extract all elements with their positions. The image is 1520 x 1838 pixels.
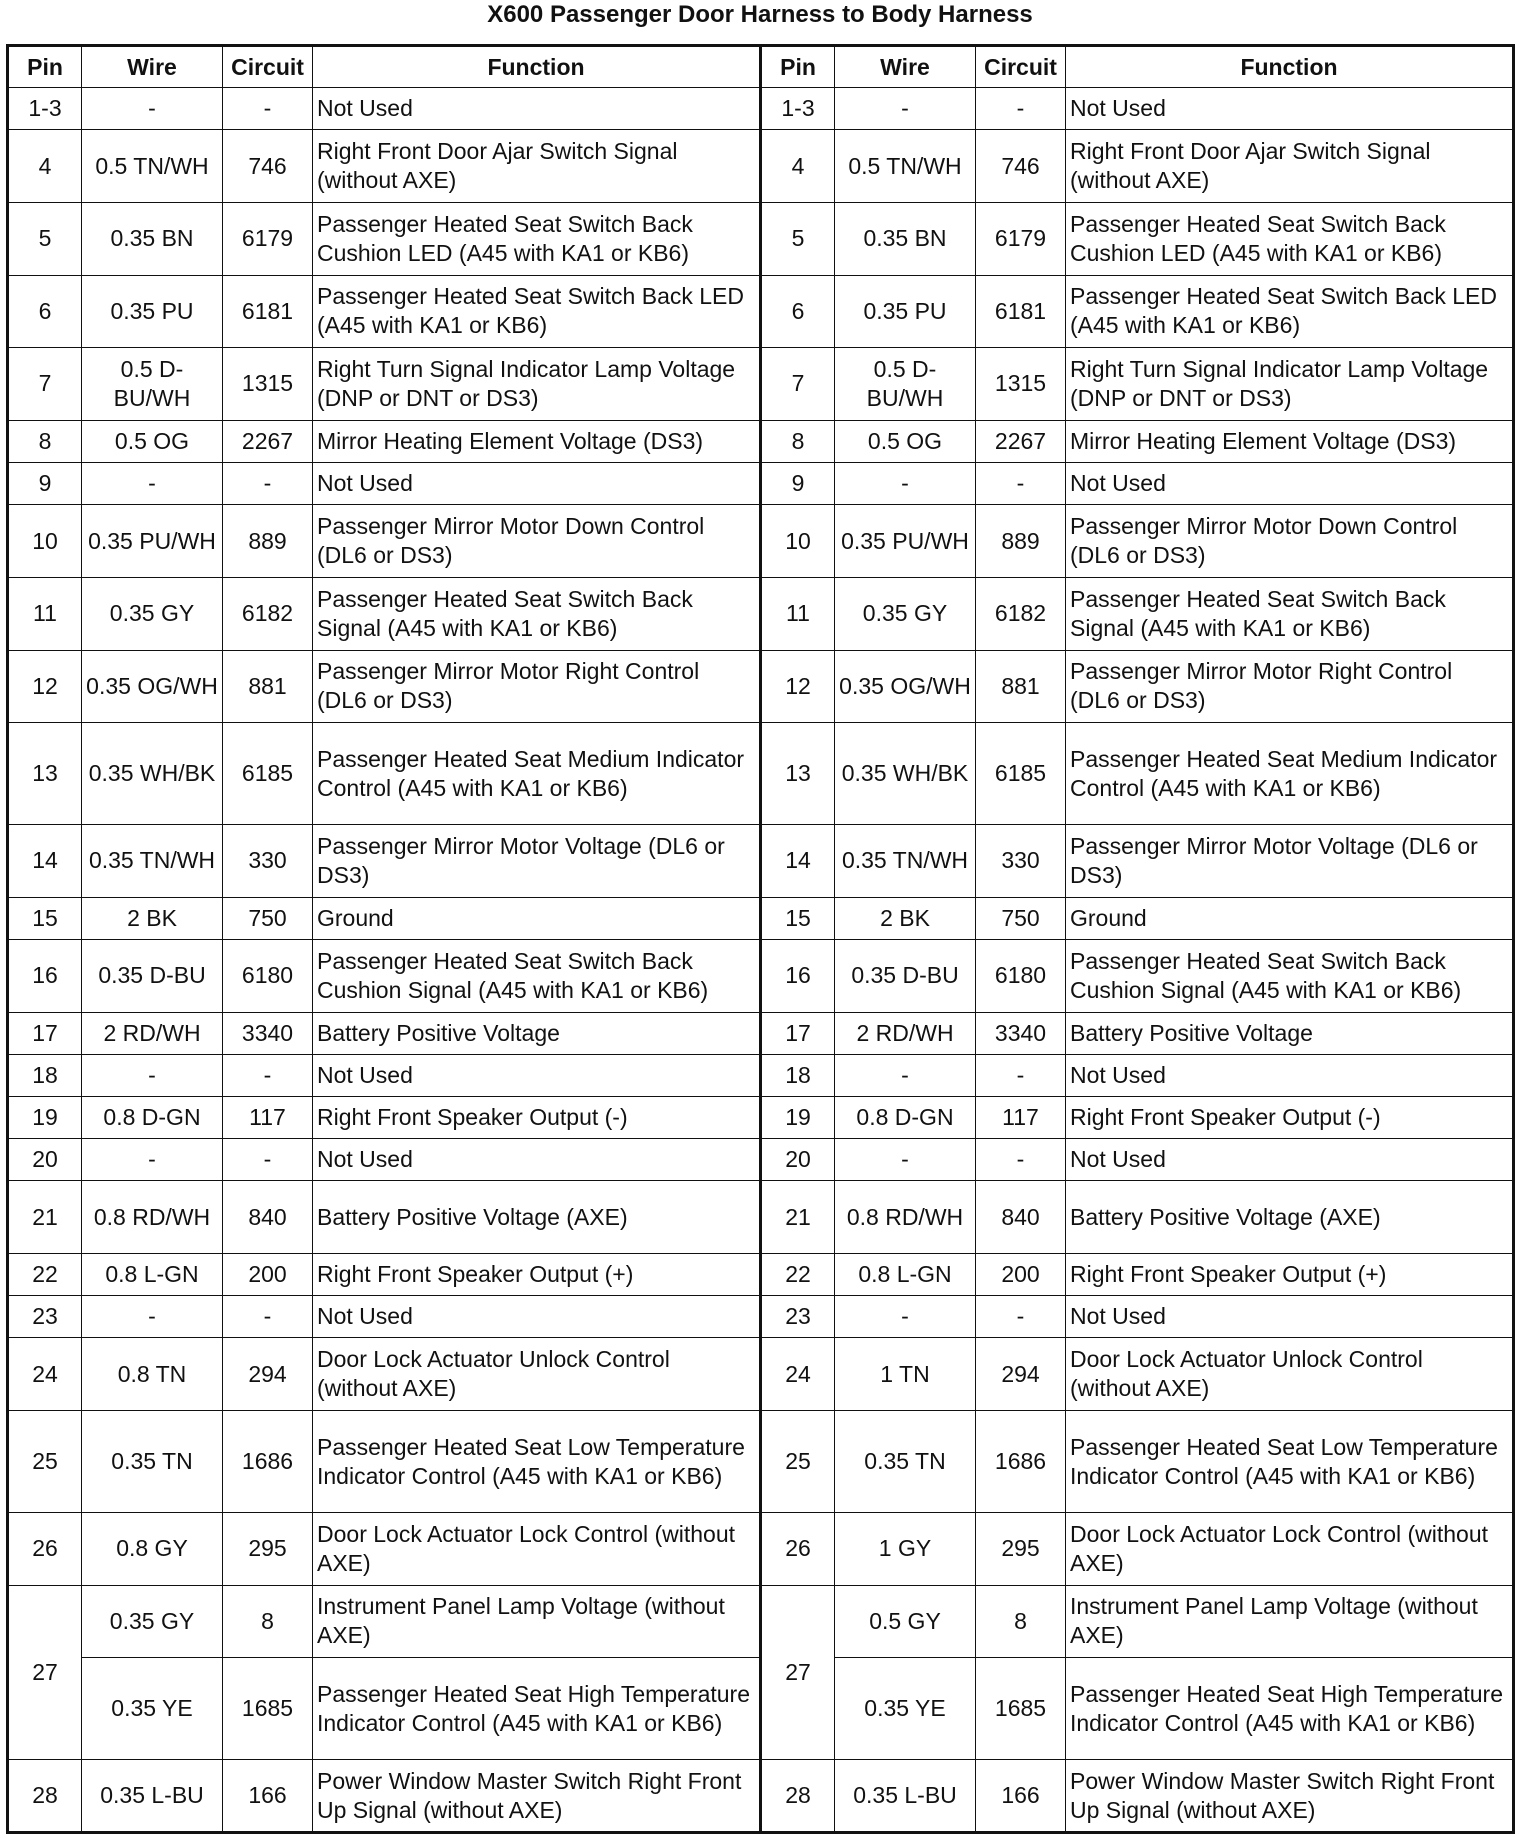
wire-cell: 0.35 GY xyxy=(82,577,223,650)
circuit-cell: 6185 xyxy=(976,723,1066,825)
pin-cell: 6 xyxy=(761,275,835,348)
table-row xyxy=(8,897,1514,939)
header-function: Function xyxy=(313,46,761,88)
wire-cell: - xyxy=(82,463,223,505)
table-row xyxy=(8,1012,1514,1054)
circuit-cell: 8 xyxy=(976,1585,1066,1658)
pin-cell: 27 xyxy=(761,1585,835,1760)
circuit-cell: 117 xyxy=(976,1096,1066,1138)
pin-cell: 20 xyxy=(8,1139,82,1181)
wire-cell: 0.35 WH/BK xyxy=(835,723,976,825)
function-cell: Instrument Panel Lamp Voltage (without AXE) xyxy=(313,1585,761,1658)
table-row xyxy=(8,505,1514,578)
circuit-cell: 1686 xyxy=(223,1411,313,1513)
function-cell: Door Lock Actuator Lock Control (without AXE) xyxy=(1066,1513,1514,1586)
harness-table xyxy=(6,44,1515,1834)
function-cell: Passenger Heated Seat Medium Indicator Control (A45 with KA1 or KB6) xyxy=(313,723,761,825)
pin-cell: 13 xyxy=(8,723,82,825)
circuit-cell: 294 xyxy=(976,1338,1066,1411)
wire-cell: 0.35 PU xyxy=(82,275,223,348)
circuit-cell: 889 xyxy=(223,505,313,578)
function-cell: Not Used xyxy=(313,1296,761,1338)
table-row xyxy=(8,202,1514,275)
pin-cell: 14 xyxy=(8,825,82,898)
circuit-cell: - xyxy=(223,88,313,130)
wire-cell: 0.35 TN xyxy=(82,1411,223,1513)
pin-cell: 9 xyxy=(761,463,835,505)
wire-cell: - xyxy=(835,88,976,130)
pin-cell: 4 xyxy=(761,130,835,203)
pin-cell: 12 xyxy=(8,650,82,723)
table-row xyxy=(8,1338,1514,1411)
wire-cell: 1 TN xyxy=(835,1338,976,1411)
wire-cell: - xyxy=(835,1139,976,1181)
function-cell: Not Used xyxy=(313,1139,761,1181)
wire-cell: 2 RD/WH xyxy=(82,1012,223,1054)
circuit-cell: 6180 xyxy=(223,939,313,1012)
circuit-cell: 295 xyxy=(223,1513,313,1586)
pin-cell: 15 xyxy=(8,897,82,939)
header-row xyxy=(8,46,1514,88)
function-cell: Right Front Door Ajar Switch Signal (without AXE) xyxy=(313,130,761,203)
pin-cell: 10 xyxy=(761,505,835,578)
circuit-cell: 6182 xyxy=(223,577,313,650)
circuit-cell: 330 xyxy=(223,825,313,898)
circuit-cell: 2267 xyxy=(976,420,1066,462)
table-row xyxy=(8,463,1514,505)
function-cell: Not Used xyxy=(1066,88,1514,130)
function-cell: Door Lock Actuator Unlock Control (without AXE) xyxy=(1066,1338,1514,1411)
function-cell: Passenger Heated Seat Switch Back Signal (A45 with KA1 or KB6) xyxy=(313,577,761,650)
wire-cell: - xyxy=(82,1296,223,1338)
circuit-cell: 6182 xyxy=(976,577,1066,650)
function-cell: Battery Positive Voltage (AXE) xyxy=(1066,1181,1514,1254)
pin-cell: 19 xyxy=(8,1096,82,1138)
function-cell: Not Used xyxy=(313,88,761,130)
circuit-cell: 2267 xyxy=(223,420,313,462)
function-cell: Power Window Master Switch Right Front Up Signal (without AXE) xyxy=(313,1760,761,1833)
function-cell: Door Lock Actuator Lock Control (without AXE) xyxy=(313,1513,761,1586)
function-cell: Passenger Mirror Motor Voltage (DL6 or DS3) xyxy=(313,825,761,898)
circuit-cell: 840 xyxy=(223,1181,313,1254)
circuit-cell: - xyxy=(223,1139,313,1181)
pin-cell: 13 xyxy=(761,723,835,825)
function-cell: Mirror Heating Element Voltage (DS3) xyxy=(313,420,761,462)
wire-cell: - xyxy=(835,463,976,505)
wire-cell: 0.35 TN xyxy=(835,1411,976,1513)
pin-cell: 18 xyxy=(761,1054,835,1096)
pin-cell: 10 xyxy=(8,505,82,578)
function-cell: Passenger Heated Seat Switch Back Cushion LED (A45 with KA1 or KB6) xyxy=(313,202,761,275)
wire-cell: 0.35 D-BU xyxy=(835,939,976,1012)
function-cell: Passenger Mirror Motor Right Control (DL6 or DS3) xyxy=(1066,650,1514,723)
function-cell: Passenger Heated Seat Switch Back Cushion LED (A45 with KA1 or KB6) xyxy=(1066,202,1514,275)
pin-cell: 16 xyxy=(8,939,82,1012)
wire-cell: 0.8 RD/WH xyxy=(835,1181,976,1254)
wire-cell: 0.35 D-BU xyxy=(82,939,223,1012)
wire-cell: 0.8 GY xyxy=(82,1513,223,1586)
table-row xyxy=(8,1296,1514,1338)
circuit-cell: 200 xyxy=(976,1254,1066,1296)
wire-cell: 0.35 PU/WH xyxy=(82,505,223,578)
pin-cell: 20 xyxy=(761,1139,835,1181)
wire-cell: 1 GY xyxy=(835,1513,976,1586)
pin-cell: 18 xyxy=(8,1054,82,1096)
wire-cell: 0.35 PU/WH xyxy=(835,505,976,578)
table-row xyxy=(8,1181,1514,1254)
function-cell: Right Turn Signal Indicator Lamp Voltage (DNP or DNT or DS3) xyxy=(1066,348,1514,421)
pin-cell: 25 xyxy=(8,1411,82,1513)
pin-cell: 16 xyxy=(761,939,835,1012)
wire-cell: 0.8 TN xyxy=(82,1338,223,1411)
function-cell: Not Used xyxy=(313,463,761,505)
wire-cell: 0.5 OG xyxy=(835,420,976,462)
table-row xyxy=(8,650,1514,723)
pin-cell: 12 xyxy=(761,650,835,723)
pin-cell: 22 xyxy=(761,1254,835,1296)
wire-cell: 0.5 D-BU/WH xyxy=(835,348,976,421)
circuit-cell: 750 xyxy=(976,897,1066,939)
wire-cell: - xyxy=(835,1296,976,1338)
circuit-cell: 881 xyxy=(976,650,1066,723)
pin-cell: 7 xyxy=(8,348,82,421)
wire-cell: - xyxy=(82,1139,223,1181)
table-row xyxy=(8,1096,1514,1138)
function-cell: Battery Positive Voltage xyxy=(1066,1012,1514,1054)
pin-cell: 1-3 xyxy=(8,88,82,130)
circuit-cell: 166 xyxy=(976,1760,1066,1833)
circuit-cell: 746 xyxy=(976,130,1066,203)
wire-cell: 0.35 L-BU xyxy=(82,1760,223,1833)
function-cell: Passenger Heated Seat Medium Indicator Control (A45 with KA1 or KB6) xyxy=(1066,723,1514,825)
table-row xyxy=(8,1760,1514,1833)
circuit-cell: 6185 xyxy=(223,723,313,825)
circuit-cell: - xyxy=(223,1054,313,1096)
circuit-cell: 1315 xyxy=(976,348,1066,421)
header-pin: Pin xyxy=(761,46,835,88)
function-cell: Passenger Heated Seat High Temperature Indicator Control (A45 with KA1 or KB6) xyxy=(1066,1658,1514,1760)
circuit-cell: - xyxy=(976,1054,1066,1096)
function-cell: Not Used xyxy=(1066,463,1514,505)
table-row xyxy=(8,275,1514,348)
pin-cell: 7 xyxy=(761,348,835,421)
circuit-cell: 295 xyxy=(976,1513,1066,1586)
wire-cell: 0.5 OG xyxy=(82,420,223,462)
wire-cell: 0.35 GY xyxy=(82,1585,223,1658)
circuit-cell: - xyxy=(976,88,1066,130)
pin-cell: 26 xyxy=(8,1513,82,1586)
wire-cell: 0.35 TN/WH xyxy=(82,825,223,898)
circuit-cell: 166 xyxy=(223,1760,313,1833)
circuit-cell: 6181 xyxy=(976,275,1066,348)
function-cell: Not Used xyxy=(1066,1054,1514,1096)
function-cell: Right Front Speaker Output (-) xyxy=(313,1096,761,1138)
wire-cell: 0.35 WH/BK xyxy=(82,723,223,825)
function-cell: Right Front Door Ajar Switch Signal (without AXE) xyxy=(1066,130,1514,203)
header-pin: Pin xyxy=(8,46,82,88)
wire-cell: 0.8 D-GN xyxy=(835,1096,976,1138)
wire-cell: 0.5 D-BU/WH xyxy=(82,348,223,421)
wire-cell: 0.35 GY xyxy=(835,577,976,650)
wire-cell: 2 RD/WH xyxy=(835,1012,976,1054)
circuit-cell: 1315 xyxy=(223,348,313,421)
table-row xyxy=(8,1139,1514,1181)
wire-cell: 2 BK xyxy=(82,897,223,939)
pin-cell: 6 xyxy=(8,275,82,348)
function-cell: Passenger Mirror Motor Down Control (DL6 or DS3) xyxy=(313,505,761,578)
page-title: X600 Passenger Door Harness to Body Harness xyxy=(487,1,1033,28)
pin-cell: 21 xyxy=(8,1181,82,1254)
function-cell: Passenger Heated Seat Low Temperature Indicator Control (A45 with KA1 or KB6) xyxy=(1066,1411,1514,1513)
circuit-cell: 117 xyxy=(223,1096,313,1138)
table-row xyxy=(8,348,1514,421)
table-row xyxy=(8,88,1514,130)
wire-cell: 0.5 GY xyxy=(835,1585,976,1658)
function-cell: Power Window Master Switch Right Front Up Signal (without AXE) xyxy=(1066,1760,1514,1833)
pin-cell: 5 xyxy=(761,202,835,275)
wire-cell: 0.8 RD/WH xyxy=(82,1181,223,1254)
circuit-cell: 200 xyxy=(223,1254,313,1296)
function-cell: Battery Positive Voltage xyxy=(313,1012,761,1054)
function-cell: Passenger Heated Seat Switch Back LED (A45 with KA1 or KB6) xyxy=(313,275,761,348)
circuit-cell: 8 xyxy=(223,1585,313,1658)
table-row xyxy=(8,1411,1514,1513)
header-wire: Wire xyxy=(835,46,976,88)
wire-cell: 0.35 YE xyxy=(82,1658,223,1760)
function-cell: Passenger Heated Seat Switch Back Cushion Signal (A45 with KA1 or KB6) xyxy=(1066,939,1514,1012)
table-body xyxy=(8,88,1514,1833)
table-row xyxy=(8,1054,1514,1096)
pin-cell: 27 xyxy=(8,1585,82,1760)
pin-cell: 28 xyxy=(761,1760,835,1833)
circuit-cell: - xyxy=(223,1296,313,1338)
wire-cell: 0.35 BN xyxy=(835,202,976,275)
wire-cell: - xyxy=(82,88,223,130)
function-cell: Not Used xyxy=(1066,1139,1514,1181)
circuit-cell: 1685 xyxy=(976,1658,1066,1760)
pin-cell: 14 xyxy=(761,825,835,898)
circuit-cell: 840 xyxy=(976,1181,1066,1254)
circuit-cell: - xyxy=(976,463,1066,505)
function-cell: Right Front Speaker Output (+) xyxy=(313,1254,761,1296)
function-cell: Passenger Heated Seat Low Temperature Indicator Control (A45 with KA1 or KB6) xyxy=(313,1411,761,1513)
table-row xyxy=(8,1254,1514,1296)
pin-cell: 25 xyxy=(761,1411,835,1513)
table-row xyxy=(8,1513,1514,1586)
pin-cell: 15 xyxy=(761,897,835,939)
pin-cell: 5 xyxy=(8,202,82,275)
circuit-cell: 3340 xyxy=(223,1012,313,1054)
header-wire: Wire xyxy=(82,46,223,88)
circuit-cell: - xyxy=(976,1296,1066,1338)
wire-cell: 0.35 TN/WH xyxy=(835,825,976,898)
circuit-cell: - xyxy=(223,463,313,505)
wire-cell: 0.35 OG/WH xyxy=(835,650,976,723)
header-circuit: Circuit xyxy=(976,46,1066,88)
circuit-cell: 294 xyxy=(223,1338,313,1411)
circuit-cell: 6181 xyxy=(223,275,313,348)
table-row xyxy=(8,577,1514,650)
wire-cell: 0.5 TN/WH xyxy=(835,130,976,203)
pin-cell: 21 xyxy=(761,1181,835,1254)
pin-cell: 11 xyxy=(761,577,835,650)
pin-cell: 8 xyxy=(8,420,82,462)
wire-cell: 0.35 L-BU xyxy=(835,1760,976,1833)
circuit-cell: 3340 xyxy=(976,1012,1066,1054)
circuit-cell: 746 xyxy=(223,130,313,203)
function-cell: Ground xyxy=(1066,897,1514,939)
table-row xyxy=(8,723,1514,825)
pin-cell: 26 xyxy=(761,1513,835,1586)
wire-cell: 0.8 L-GN xyxy=(835,1254,976,1296)
table-row xyxy=(8,939,1514,1012)
circuit-cell: 881 xyxy=(223,650,313,723)
function-cell: Battery Positive Voltage (AXE) xyxy=(313,1181,761,1254)
wire-cell: 0.35 BN xyxy=(82,202,223,275)
function-cell: Not Used xyxy=(1066,1296,1514,1338)
pin-cell: 23 xyxy=(8,1296,82,1338)
function-cell: Instrument Panel Lamp Voltage (without AXE) xyxy=(1066,1585,1514,1658)
pin-cell: 17 xyxy=(761,1012,835,1054)
function-cell: Passenger Heated Seat Switch Back Signal (A45 with KA1 or KB6) xyxy=(1066,577,1514,650)
circuit-cell: 6179 xyxy=(223,202,313,275)
wire-cell: 0.35 OG/WH xyxy=(82,650,223,723)
function-cell: Mirror Heating Element Voltage (DS3) xyxy=(1066,420,1514,462)
circuit-cell: 6179 xyxy=(976,202,1066,275)
function-cell: Door Lock Actuator Unlock Control (without AXE) xyxy=(313,1338,761,1411)
wire-cell: 0.35 YE xyxy=(835,1658,976,1760)
table-row xyxy=(8,1585,1514,1658)
pin-cell: 11 xyxy=(8,577,82,650)
table-row xyxy=(8,130,1514,203)
circuit-cell: 330 xyxy=(976,825,1066,898)
circuit-cell: 6180 xyxy=(976,939,1066,1012)
wire-cell: - xyxy=(835,1054,976,1096)
wire-cell: 0.5 TN/WH xyxy=(82,130,223,203)
function-cell: Passenger Heated Seat Switch Back LED (A45 with KA1 or KB6) xyxy=(1066,275,1514,348)
wire-cell: 2 BK xyxy=(835,897,976,939)
pin-cell: 24 xyxy=(761,1338,835,1411)
wire-cell: 0.8 L-GN xyxy=(82,1254,223,1296)
function-cell: Passenger Mirror Motor Voltage (DL6 or DS3) xyxy=(1066,825,1514,898)
pin-cell: 17 xyxy=(8,1012,82,1054)
circuit-cell: 1686 xyxy=(976,1411,1066,1513)
function-cell: Right Front Speaker Output (+) xyxy=(1066,1254,1514,1296)
pin-cell: 28 xyxy=(8,1760,82,1833)
function-cell: Passenger Heated Seat High Temperature Indicator Control (A45 with KA1 or KB6) xyxy=(313,1658,761,1760)
function-cell: Passenger Mirror Motor Right Control (DL6 or DS3) xyxy=(313,650,761,723)
pin-cell: 1-3 xyxy=(761,88,835,130)
pin-cell: 8 xyxy=(761,420,835,462)
function-cell: Passenger Mirror Motor Down Control (DL6 or DS3) xyxy=(1066,505,1514,578)
wire-cell: 0.8 D-GN xyxy=(82,1096,223,1138)
pin-cell: 9 xyxy=(8,463,82,505)
pin-cell: 19 xyxy=(761,1096,835,1138)
pin-cell: 24 xyxy=(8,1338,82,1411)
pin-cell: 23 xyxy=(761,1296,835,1338)
function-cell: Right Front Speaker Output (-) xyxy=(1066,1096,1514,1138)
circuit-cell: 750 xyxy=(223,897,313,939)
function-cell: Not Used xyxy=(313,1054,761,1096)
table-row xyxy=(8,825,1514,898)
header-function: Function xyxy=(1066,46,1514,88)
function-cell: Ground xyxy=(313,897,761,939)
wire-cell: - xyxy=(82,1054,223,1096)
wire-cell: 0.35 PU xyxy=(835,275,976,348)
header-circuit: Circuit xyxy=(223,46,313,88)
pin-cell: 4 xyxy=(8,130,82,203)
pin-cell: 22 xyxy=(8,1254,82,1296)
function-cell: Passenger Heated Seat Switch Back Cushion Signal (A45 with KA1 or KB6) xyxy=(313,939,761,1012)
table-row xyxy=(8,420,1514,462)
circuit-cell: 889 xyxy=(976,505,1066,578)
function-cell: Right Turn Signal Indicator Lamp Voltage (DNP or DNT or DS3) xyxy=(313,348,761,421)
circuit-cell: 1685 xyxy=(223,1658,313,1760)
circuit-cell: - xyxy=(976,1139,1066,1181)
